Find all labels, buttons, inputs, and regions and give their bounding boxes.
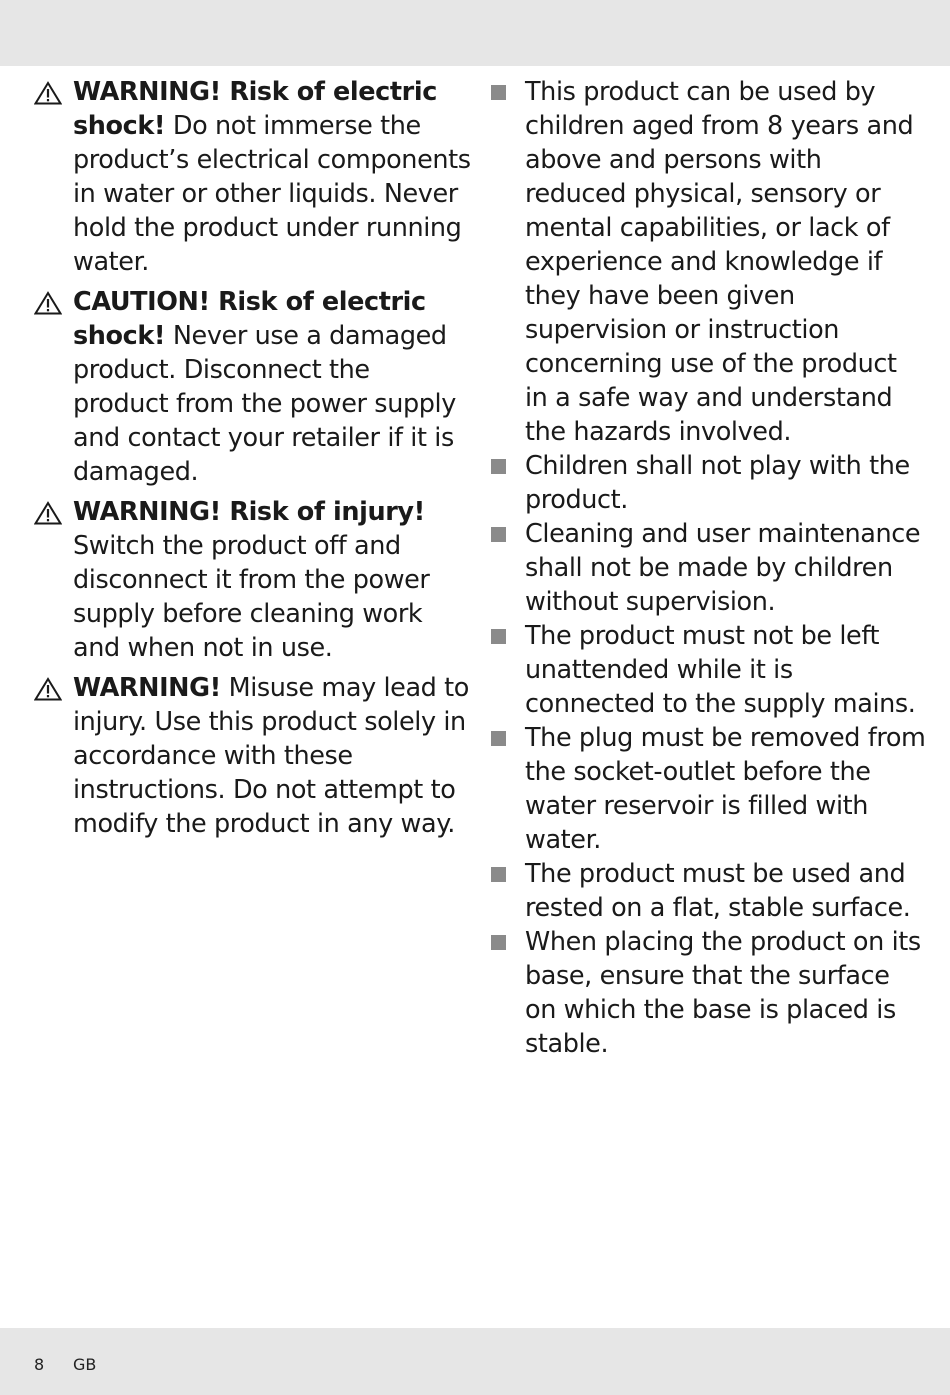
warning-item [34,671,472,841]
caution-heading: CAUTION! Risk of electric [73,287,426,317]
list-item-text: When placing the product on its base, ensure that the surface on which the base is placed is stable. [525,927,921,1059]
language-code: GB [73,1355,97,1374]
list-item [490,619,926,721]
list-item [490,517,926,619]
list-item [490,449,926,517]
warning-text: Do not immerse the product’s electrical components in water or other liquids. Never hold the product under running water. [73,111,471,277]
warning-heading: WARNING! [73,673,221,703]
page-number: 8 [34,1355,45,1374]
square-bullet-icon [491,731,506,746]
warning-item [34,75,472,279]
list-item-text: The product must be used and rested on a flat, stable surface. [525,859,911,923]
caution-heading-cont: shock! [73,321,166,351]
square-bullet-icon [491,527,506,542]
caution-item [34,285,472,489]
list-item-text: The plug must be removed from the socket-outlet before the water reservoir is filled with water. [525,723,926,855]
caution-text: Never use a damaged product. Disconnect the product from the power supply and contact your retailer if it is damaged. [73,321,456,487]
square-bullet-icon [491,629,506,644]
list-item [490,857,926,925]
square-bullet-icon [491,85,506,100]
warning-text: Misuse may lead to injury. Use this product solely in accordance with these instructions. Do not attempt to modify the product in any way. [73,673,469,839]
warning-heading: WARNING! Risk of injury! [73,497,425,527]
list-item-text: Children shall not play with the product. [525,451,910,515]
warning-item [34,495,472,665]
left-column [34,75,472,847]
warning-triangle-icon [34,81,62,105]
square-bullet-icon [491,935,506,950]
list-item-text: The product must not be left unattended while it is connected to the supply mains. [525,621,916,719]
warning-text: Switch the product off and disconnect it from the power supply before cleaning work and when not in use. [73,531,430,663]
warning-heading-cont: shock! [73,111,166,141]
list-item-text: Cleaning and user maintenance shall not be made by children without supervision. [525,519,921,617]
warning-triangle-icon [34,677,62,701]
right-column [490,75,926,1061]
list-item-text: This product can be used by children aged from 8 years and above and persons with reduced physical, sensory or mental capabilities, or lack of experience and knowledge if they have been given supervision or instruction concerning use of the product in a safe way and understand the hazards involved. [525,77,914,447]
bottom-bar [0,1328,950,1395]
square-bullet-icon [491,867,506,882]
top-bar [0,0,950,66]
warning-triangle-icon [34,291,62,315]
list-item [490,925,926,1061]
list-item [490,75,926,449]
warning-triangle-icon [34,501,62,525]
warning-heading: WARNING! Risk of electric [73,77,437,107]
list-item [490,721,926,857]
square-bullet-icon [491,459,506,474]
